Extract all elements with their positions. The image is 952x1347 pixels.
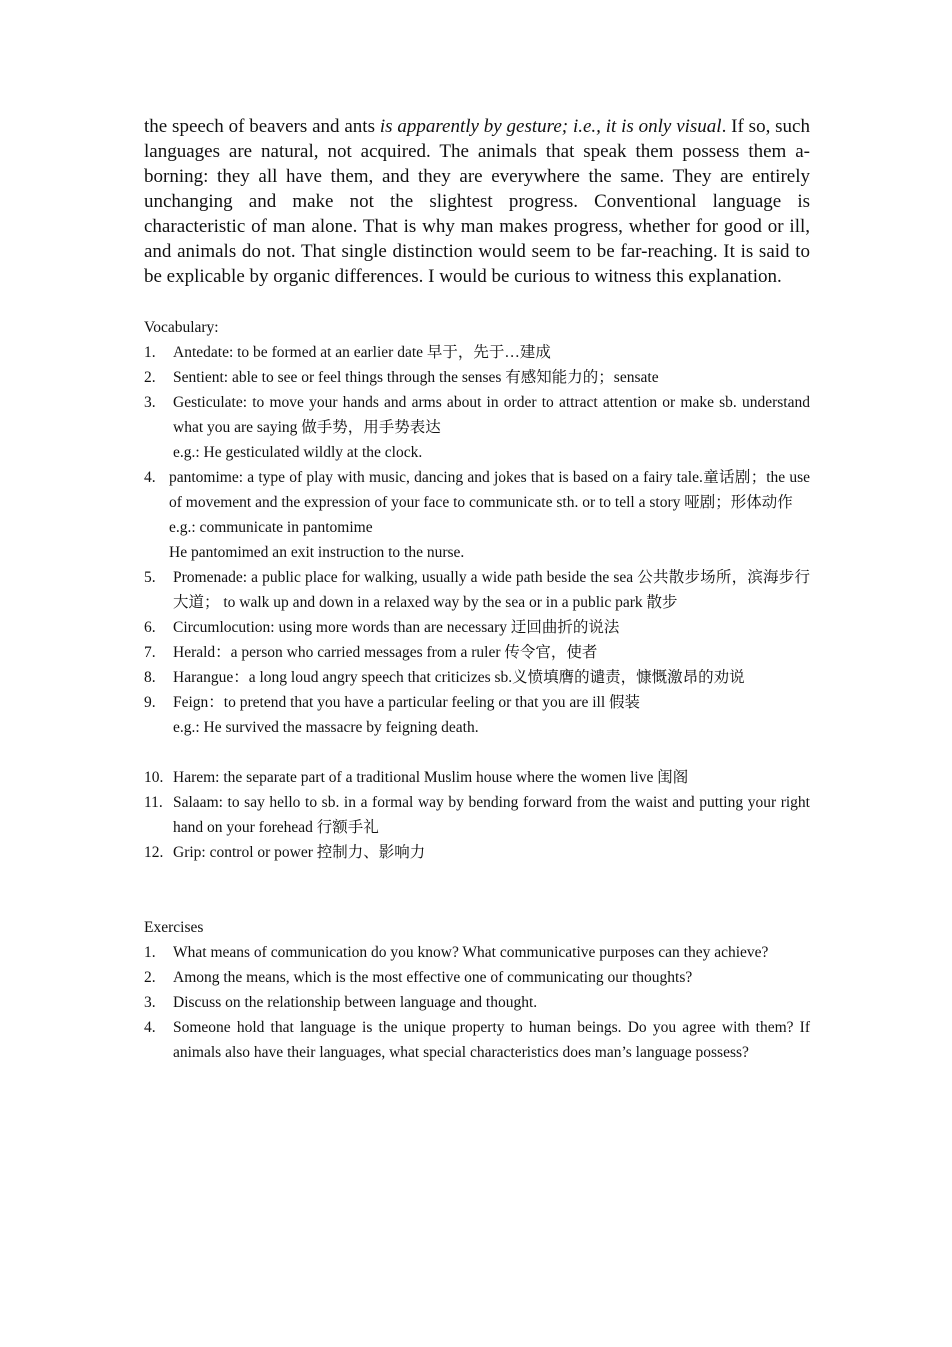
- vocab-item: 8. Harangue：a long loud angry speech that criticizes sb.义愤填膺的谴责，慷慨激昂的劝说: [144, 669, 745, 686]
- vocab-item: 10. Harem: the separate part of a traditional Muslim house where the women live 闺阁: [144, 769, 689, 786]
- vocab-item: 6. Circumlocution: using more words than are necessary 迂回曲折的说法: [144, 619, 620, 636]
- vocab-item: 7. Herald：a person who carried messages from a ruler 传令官，使者: [144, 644, 598, 661]
- example-line: e.g.: He survived the massacre by feigning death.: [173, 719, 479, 736]
- exercise-item: 3. Discuss on the relationship between language and thought.: [144, 994, 538, 1011]
- vocab-item: 3. Gesticulate: to move your hands and arms about in order to attract attention or make sb. understand what you are saying 做手势，用手势表达 e.g.: He gesticulated wildly at the clock.: [144, 390, 810, 465]
- vocab-item: 4. pantomime: a type of play with music, dancing and jokes that is based on a fairy tale.童话剧；the use of movement and the expression of your face to communicate sth. or to tell a story 哑剧；形体动作 e.g.: communicate in pantomime He pantomimed an exit instruction to the nurse.: [144, 465, 810, 565]
- vocab-item: 12. Grip: control or power 控制力、影响力: [144, 844, 426, 861]
- vocab-item: 1. Antedate: to be formed at an earlier date 早于，先于…建成: [144, 344, 551, 361]
- section-spacer: [144, 865, 810, 915]
- exercises-list: [144, 940, 810, 1065]
- list-spacer: [144, 740, 810, 765]
- exercise-item: 4. Someone hold that language is the unique property to human beings. Do you agree with them? If animals also have their languages, what special characteristics does man’s language possess?: [144, 1019, 810, 1061]
- vocab-item: 2. Sentient: able to see or feel things through the senses 有感知能力的；sensate: [144, 369, 659, 386]
- exercise-item: 1. What means of communication do you know? What communicative purposes can they achieve?: [144, 944, 769, 961]
- example-line: e.g.: He gesticulated wildly at the clock.: [173, 444, 423, 461]
- intro-text-start: the speech of beavers and ants: [144, 116, 380, 137]
- vocab-item: 9. Feign：to pretend that you have a particular feeling or that you are ill 假装 e.g.: He survived the massacre by feigning death.: [144, 690, 810, 740]
- vocab-item: 5. Promenade: a public place for walking, usually a wide path beside the sea 公共散步场所，滨海步行大道； to walk up and down in a relaxed way by the sea or in a public park 散步: [144, 569, 810, 611]
- vocabulary-heading: Vocabulary:: [144, 319, 219, 336]
- example-line: He pantomimed an exit instruction to the nurse.: [169, 544, 465, 561]
- document-page: [144, 114, 810, 1065]
- vocab-item: 11. Salaam: to say hello to sb. in a formal way by bending forward from the waist and putting your right hand on your forehead 行额手礼: [144, 794, 810, 836]
- intro-paragraph: [144, 114, 810, 289]
- exercises-heading: Exercises: [144, 919, 204, 936]
- intro-text-rest: . If so, such languages are natural, not acquired. The animals that speak them possess them a-borning: they all have them, and they are everywhere the same. They are entirely unchanging and make not the slightest progress. Conventional language is characteristic of man alone. That is why man makes progress, whether for good or ill, and animals do not. That single distinction would seem to be far-reaching. It is said to be explicable by organic differences. I would be curious to witness this explanation.: [144, 116, 810, 287]
- exercise-item: 2. Among the means, which is the most effective one of communicating our thoughts?: [144, 969, 693, 986]
- vocabulary-list: [144, 340, 810, 865]
- example-line: e.g.: communicate in pantomime: [169, 519, 373, 536]
- intro-italic-phrase: is apparently by gesture; i.e., it is only visual: [379, 116, 722, 137]
